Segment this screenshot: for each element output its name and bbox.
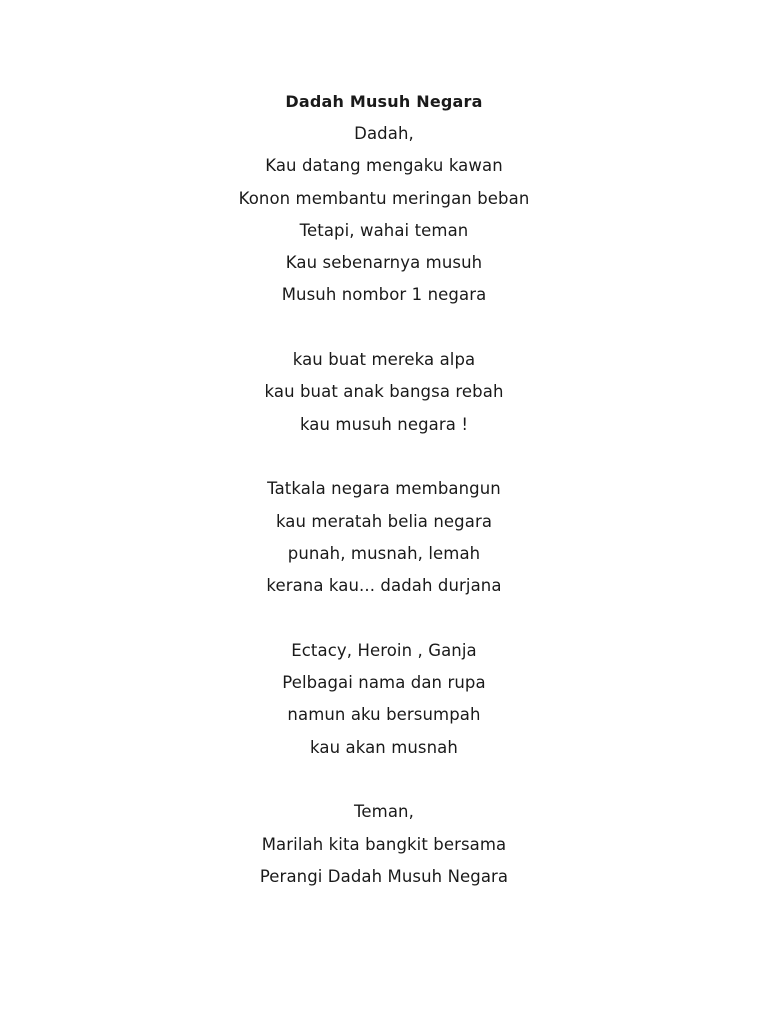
poem-line: namun aku bersumpah [287, 705, 481, 725]
poem-line: kau buat anak bangsa rebah [264, 382, 504, 402]
poem-line: Kau sebenarnya musuh [285, 253, 483, 273]
poem-line: Kau datang mengaku kawan [265, 156, 503, 176]
poem-line: Konon membantu meringan beban [238, 188, 530, 208]
poem-title: Dadah Musuh Negara [285, 92, 483, 111]
poem-line: Teman, [354, 802, 414, 822]
stanza-4 [0, 635, 768, 764]
poem-line: kau buat mereka alpa [292, 350, 476, 370]
poem-line: Pelbagai nama dan rupa [282, 673, 486, 693]
stanza-3 [0, 473, 768, 602]
poem-line: kau akan musnah [310, 737, 458, 757]
poem-line: kau musuh negara ! [299, 414, 469, 434]
poem-line: Tetapi, wahai teman [299, 220, 469, 240]
poem-line: Dadah, [354, 124, 414, 143]
poem-line: kau meratah belia negara [275, 511, 493, 531]
stanza-1 [0, 118, 768, 312]
poem-line: Marilah kita bangkit bersama [261, 834, 507, 854]
poem [0, 86, 768, 893]
poem-line: Perangi Dadah Musuh Negara [259, 866, 509, 886]
stanza-2 [0, 344, 768, 441]
poem-line: Musuh nombor 1 negara [281, 285, 487, 305]
stanza-5 [0, 796, 768, 893]
poem-line: punah, musnah, lemah [287, 543, 481, 563]
poem-line: Ectacy, Heroin , Ganja [291, 640, 477, 660]
poem-line: kerana kau... dadah durjana [266, 576, 502, 596]
poem-line: Tatkala negara membangun [267, 479, 501, 499]
